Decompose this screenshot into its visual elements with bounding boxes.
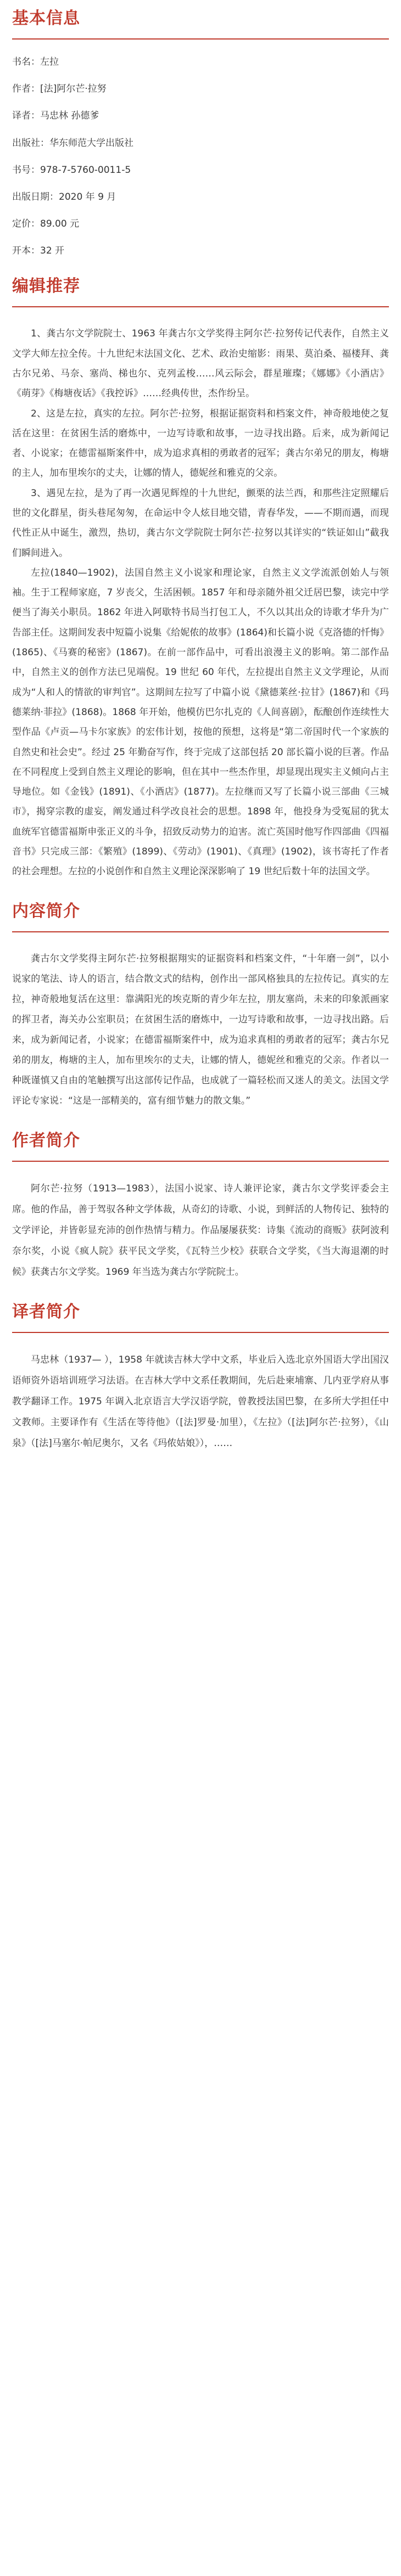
recommendation-paragraph: 1、龚古尔文学院院士、1963 年龚古尔文学奖得主阿尔芒·拉努传记代表作，自然主义文学大师左拉全传。十九世纪末法国文化、艺术、政治史缩影：雨果、莫泊桑、福楼拜、龚古尔兄弟、马奈、塞尚、梯也尔、克列孟梭……风云际会，群星璀璨；《娜娜》《小酒店》《萌芽》《梅塘夜话》《我控诉》……经典传世，杰作纷呈。: [12, 328, 389, 400]
translator-intro-section: [12, 1301, 389, 1454]
section-divider: [12, 306, 389, 307]
recommendation-paragraph: 2、这是左拉，真实的左拉。阿尔芒·拉努，根据证据资料和档案文件，神奇般地使之复活在这里：在贫困生活的磨炼中，一边写诗歌和故事，一边寻找出路。后来，成为新闻记者、小说家；在德雷福斯案件中，成为追求真相的勇敢者的冠军；龚古尔弟兄的朋友，梅塘的主人，加布里埃尔的丈夫，让娜的情人，德妮丝和雅克的父亲。: [12, 408, 389, 479]
content-summary-paragraph: 龚古尔文学奖得主阿尔芒·拉努根据翔实的证据资料和档案文件，“十年磨一剑”，以小说家的笔法、诗人的语言，结合散文式的结构，创作出一部风格独具的左拉传记。真实的左拉，神奇般地复活在这里：靠满阳光的埃克斯的青少年左拉，朋友塞尚，未来的印象派画家的挥卫者，海关办公室职员；在贫困生活的磨炼中，一边写诗歌和故事，一边寻找出路。后来，成为新闻记者，小说家；在德雷福斯案件中，成为追求真相的勇敢者的冠军；龚古尔兄弟的朋友，梅塘的主人，加布里埃尔的丈夫，让娜的情人，德妮丝和雅克的父亲。作者以一种既谨慎又自由的笔触撰写出这部传记作品，也成就了一篇轻松而又迷人的美文。法国文学评论专家说：“这是一部精美的，富有细节魅力的散文集。”: [12, 953, 389, 1106]
info-row-price: 定价：89.00 元: [12, 218, 80, 230]
info-row-book-title: 书名：左拉: [12, 57, 59, 68]
section-title-editor-recommendation: 编辑推荐: [12, 277, 80, 296]
info-row-translator: 译者：马忠林 孙德爹: [12, 110, 99, 122]
editor-recommendation-section: [12, 275, 389, 881]
author-intro-section: [12, 1130, 389, 1283]
section-title-author-intro: 作者简介: [12, 1130, 80, 1150]
translator-intro-paragraph: 马忠林（1937— ），1958 年就读吉林大学中文系，毕业后入选北京外国语大学出国汉语师资外语培训班学习法语。在吉林大学中文系任教期间，先后赴柬埔寨、几内亚学府从事教学翻译工作。1975 年调入北京语言大学汉语学院，曾教授法国巴黎，在多所大学担任中文教师。主要译作有《生活在等待他》（[法]罗曼·加里），《左拉》（[法]阿尔芒·拉努），《山泉》（[法]马塞尔·帕尼奥尔，又名《玛侬姑娘》），……: [12, 1354, 389, 1449]
content-summary-section: [12, 901, 389, 1111]
author-intro-paragraph: 阿尔芒·拉努（1913—1983），法国小说家、诗人兼评论家，龚古尔文学奖评委会主席。他的作品，善于驾驭各种文学体裁，从奇幻的诗歌、小说，到鲜活的人物传记、独特的文学评论，并皆彰显充沛的创作热情与精力。作品屡屡获奖：诗集《流动的商贩》获阿波利奈尔奖，小说《疯人院》获平民文学奖，《瓦特兰少校》获联合文学奖，《当大海退潮的时候》获龚古尔文学奖。1969 年当选为龚古尔学院院士。: [12, 1183, 389, 1278]
basic-info-list: [12, 56, 389, 257]
info-row-publisher: 出版社：华东师范大学出版社: [12, 137, 133, 149]
info-row-publish-date: 出版日期：2020 年 9 月: [12, 191, 116, 203]
section-title-translator-intro: 译者简介: [12, 1302, 80, 1321]
basic-info-section: [12, 0, 389, 257]
info-row-author: 作者：[法]阿尔芒·拉努: [12, 83, 107, 95]
section-divider: [12, 931, 389, 932]
section-title-content-summary: 内容简介: [12, 901, 80, 921]
section-divider: [12, 1161, 389, 1162]
section-divider: [12, 38, 389, 40]
section-title-basic-info: 基本信息: [12, 9, 80, 28]
recommendation-paragraph: 3、遇见左拉，是为了再一次遇见辉煌的十九世纪，颤栗的法兰西，和那些注定照耀后世的文化群星，街头巷尾匆匆，在命运中令人炫目地交错，青春华发，——不期而遇，而现代性正从中诞生，激烈，热切，龚古尔文学院院士阿尔芒·拉努以其详实的“铁证如山”截我们瞬间进入。: [12, 487, 389, 559]
zola-biography-paragraph: 左拉(1840—1902)，法国自然主义小说家和理论家，自然主义文学流派创始人与领袖。生于工程师家庭，7 岁丧父，生活困顿。1857 年和母亲随外祖父迁居巴黎，读完中学便当了海关小职员。1862 年进入阿歇特书局当打包工人，不久以其出众的诗歌才华升为广告部主任。这期间发表中短篇小说集《给妮侬的故事》(1864)和长篇小说《克洛德的忏悔》(1865)、《马赛的秘密》(1867)。在前一部作品中，可看出浪漫主义的影响。第二部作品中，自然主义的创作方法已见端倪。19 世纪 60 年代，左拉提出自然主义文学理论，从而成为“人和人的情欲的审判官”。这期间左拉写了中篇小说《黛德莱丝·拉甘》(1867)和《玛德莱纳·菲拉》(1868)。1868 年开始，他模仿巴尔扎克的《人间喜剧》，酝酿创作连续性大型作品《卢贡—马卡尔家族》的宏伟计划，按他的预想，这将是“第二帝国时代一个家族的自然史和社会史”。经过 25 年勤奋写作，终于完成了这部包括 20 部长篇小说的巨著。作品在不同程度上受到自然主义理论的影响，但在其中一些杰作里，却显现出现实主义倾向占主导地位。如《金钱》(1891)、《小酒店》(1877)。左拉继而又写了长篇小说三部曲《三城市》，揭穿宗教的虚妄，阐发通过科学改良社会的思想。1898 年，他投身为受冤屈的犹太血统军官德雷福斯申张正义的斗争，招致反动势力的迫害。流亡英国时他写作四部曲《四福音书》只完成三部：《繁殖》(1899)、《劳动》(1901)、《真理》(1902)，该书寄托了作者的社会理想。左拉的小说创作和自然主义理论深深影响了 19 世纪后数十年的法国文学。: [12, 567, 389, 878]
info-row-format: 开本：32 开: [12, 245, 65, 257]
section-divider: [12, 1332, 389, 1333]
info-row-isbn: 书号：978-7-5760-0011-5: [12, 164, 131, 176]
